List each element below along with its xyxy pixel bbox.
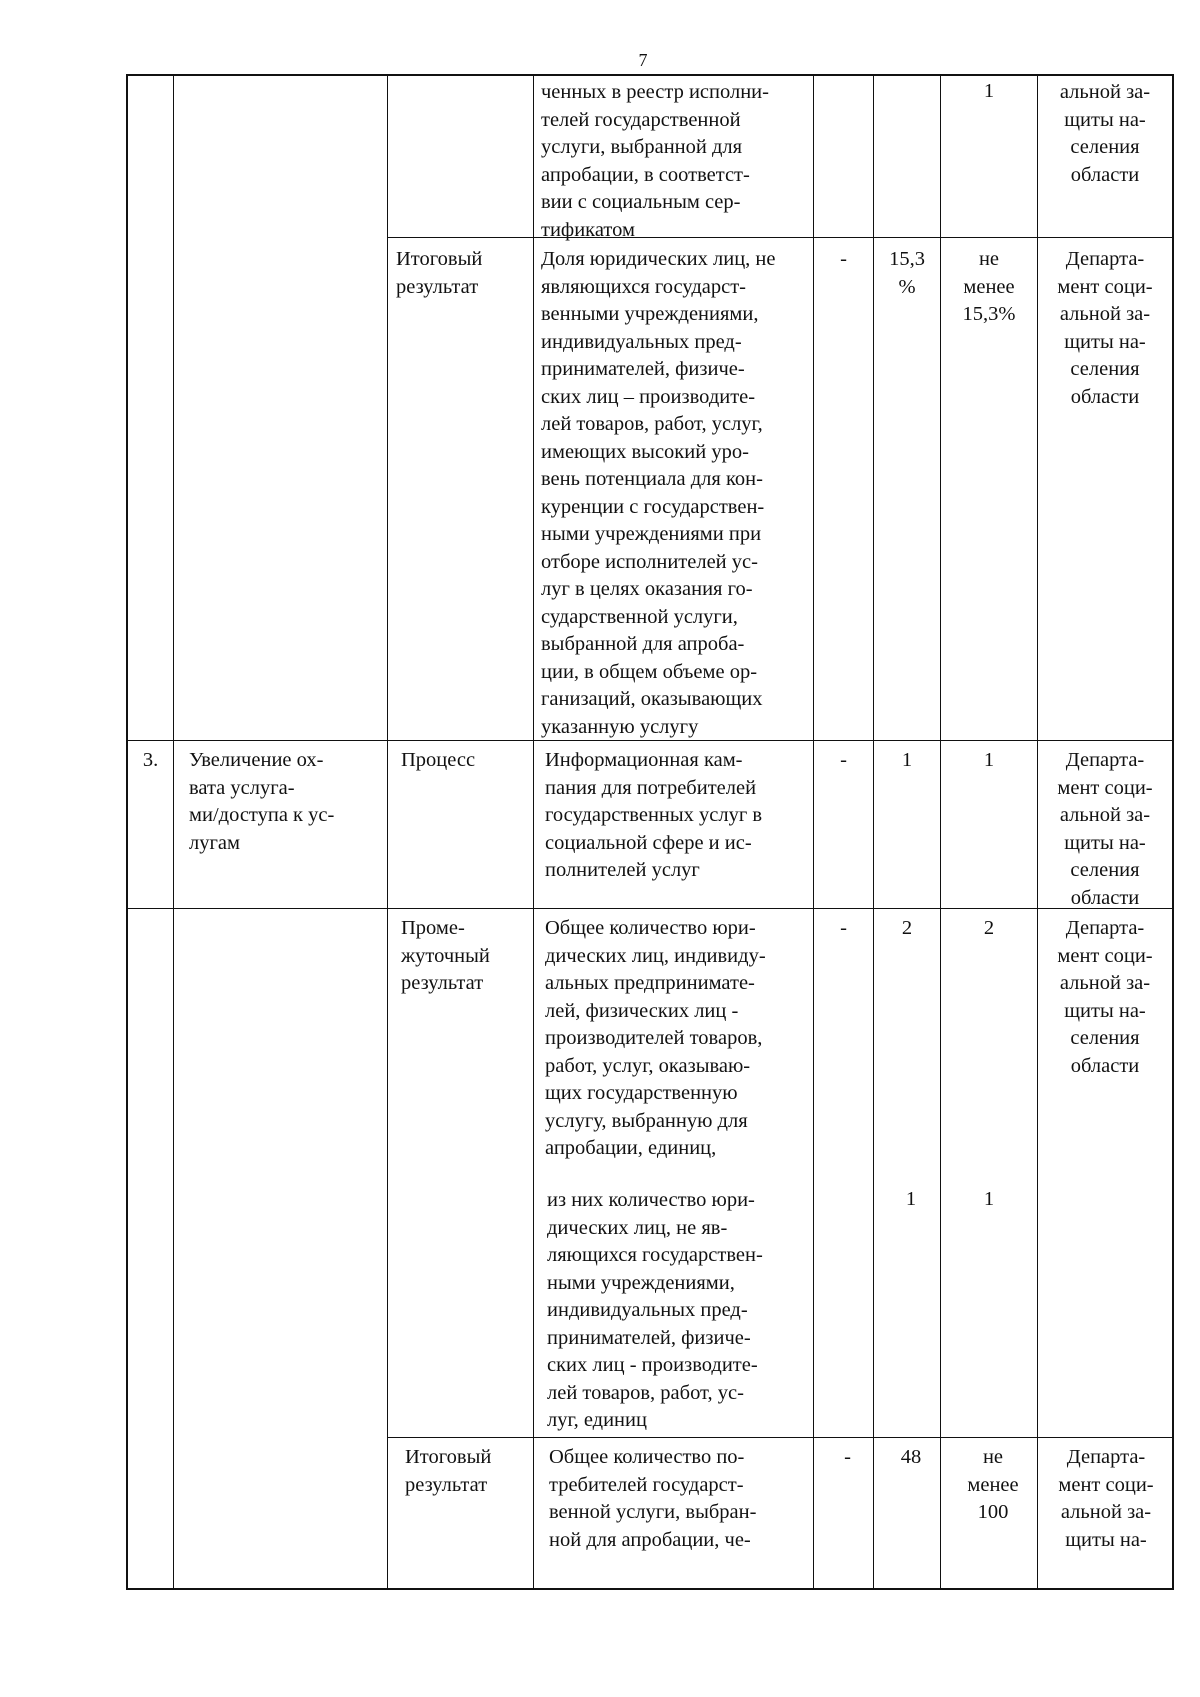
current-value-cell: 2 [901, 917, 913, 939]
row-number-cell: 3. [142, 749, 159, 771]
target-value-cell: не менее 100 [967, 1446, 1019, 1523]
indicator-cell: Общее количество по- требителей государст- венной услуги, выбран- ной для апробации, че- [549, 1446, 757, 1551]
responsible-cell: Департа- мент соци- альной за- щиты на- селения области [1057, 749, 1153, 909]
responsible-cell: Департа- мент соци- альной за- щиты на- селения области [1057, 917, 1153, 1077]
indicator-cell: ченных в реестр исполни- телей государственной услуги, выбранной для апробации, в соответст- вии с социальным сер- тификатом [541, 81, 769, 241]
responsible-cell: Департа- мент соци- альной за- щиты на- селения области [1057, 248, 1153, 408]
task-name-cell: Увеличение ох- вата услуга- ми/доступа к ус- лугам [189, 749, 335, 854]
current-value-cell: 1 [901, 749, 913, 771]
page-number: 7 [638, 50, 648, 70]
base-value-cell: - [840, 749, 847, 771]
base-value-cell: - [840, 917, 847, 939]
target-value-cell: 1 [983, 80, 995, 102]
base-value-cell: - [844, 1446, 851, 1468]
target-value-cell: 1 [983, 749, 995, 771]
target-sub-value-cell: 1 [983, 1188, 995, 1210]
current-value-cell: 48 [900, 1446, 922, 1468]
responsible-cell: Департа- мент соци- альной за- щиты на- [1058, 1446, 1154, 1551]
target-value-cell: не менее 15,3% [962, 248, 1016, 325]
result-type-cell: Итоговый результат [396, 248, 483, 298]
current-value-cell: 15,3 % [889, 248, 925, 298]
responsible-cell: альной за- щиты на- селения области [1059, 81, 1151, 186]
indicator-cell: Общее количество юри- дических лиц, индивиду- альных предпринимате- лей, физических лиц - производителей товаров, работ, услуг, оказываю- щих государственную услугу, выбранную для апробации, единиц, [545, 917, 766, 1159]
indicator-cell: Информационная кам- пания для потребителей государственных услуг в социальной сфере и ис- полнителей услуг [545, 749, 763, 881]
base-value-cell: - [840, 248, 847, 270]
current-sub-value-cell: 1 [905, 1188, 917, 1210]
result-type-cell: Проме- жуточный результат [401, 917, 490, 994]
result-type-cell: Итоговый результат [405, 1446, 492, 1496]
target-value-cell: 2 [983, 917, 995, 939]
indicator-sub-cell: из них количество юри- дических лиц, не яв- ляющихся государствен- ными учреждениями, индивидуальных пред- принимателей, физиче- ских лиц - производите- лей товаров, работ, ус- луг, единиц [547, 1189, 763, 1431]
indicator-cell: Доля юридических лиц, не являющихся государст- венными учреждениями, индивидуальных пред- принимателей, физиче- ских лиц – производите- лей товаров, работ, услуг, имеющих высокий уро- вень потенциала для кон- куренции с государствен- ными учреждениями при отборе исполнителей ус- луг в целях оказания го- сударственной услуги, выбранной для апроба- ции, в общем объеме ор- ганизаций, оказывающих указанную услугу [541, 248, 776, 738]
result-type-cell: Процесс [401, 749, 476, 771]
